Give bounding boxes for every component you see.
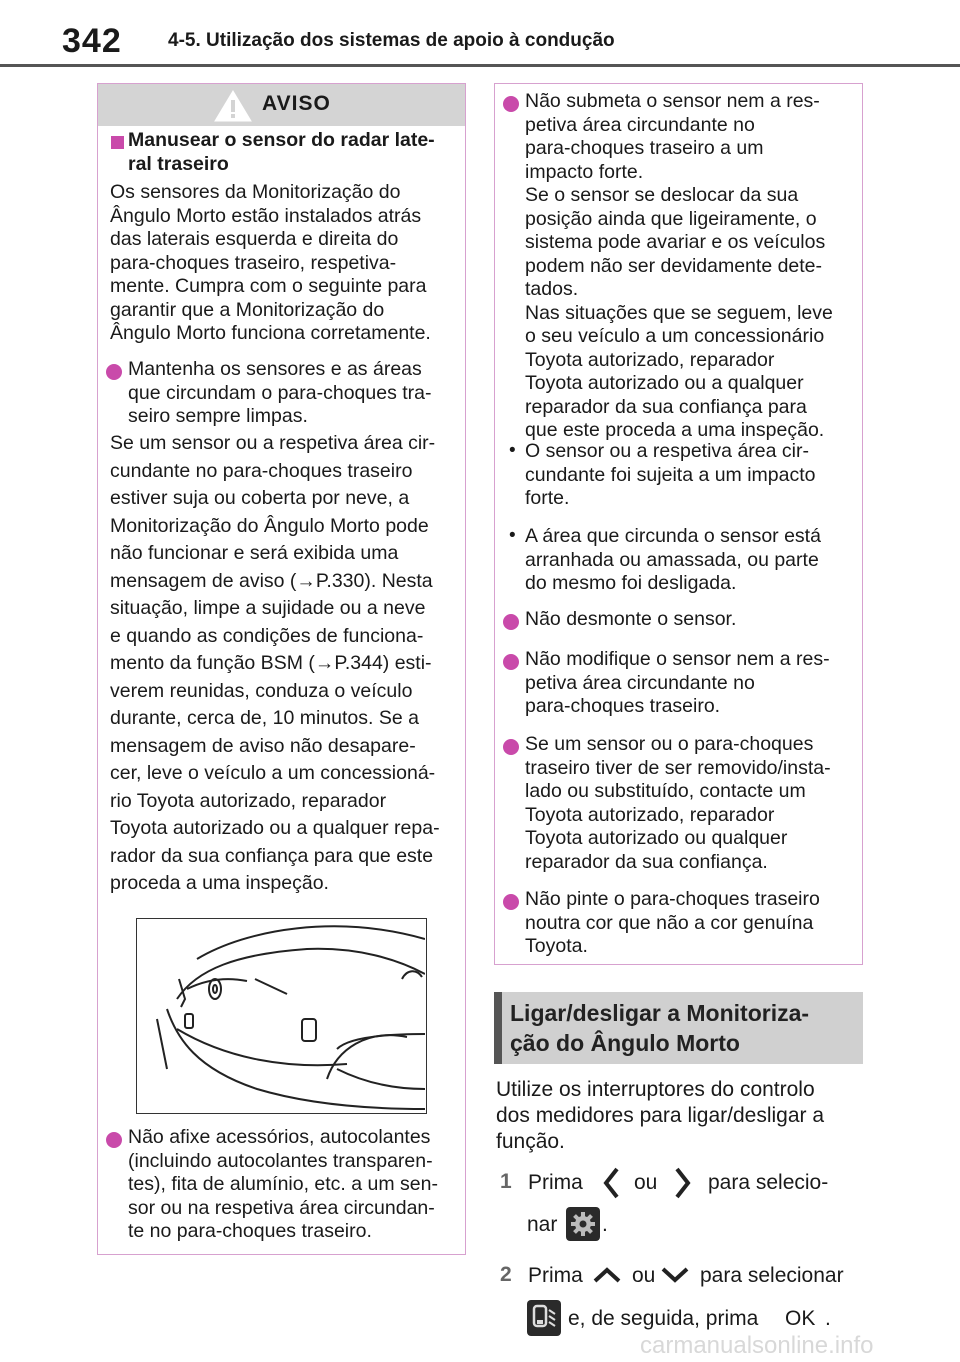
small-bullet-icon: • [509,525,516,546]
circle-bullet-icon [503,894,519,910]
circle-bullet-icon [503,739,519,755]
step-1-number: 1 [500,1170,512,1193]
step-2-text-mid: e, de seguida, prima [568,1307,759,1330]
step-2-number: 2 [500,1263,512,1286]
step-2-text: para selecionar [700,1264,844,1287]
bullet-no-disassemble: Não desmonte o sensor. [525,608,737,630]
bullet-no-accessories: Não afixe acessórios, autocolantes (incluindo autocolantes transparen- tes), fita de alumínio, etc. a um sen- sor ou na respetiva área circundan- te no para-choques traseiro. [128,1126,438,1242]
warning-subheading: Manusear o sensor do radar late- ral traseiro [128,129,435,175]
step-1-text: para selecio- [708,1171,829,1194]
sub-bullet-impact: O sensor ou a respetiva área cir- cundante foi sujeita a um impacto forte. [525,440,816,509]
warning-intro: Os sensores da Monitorização do Ângulo Morto estão instalados atrás das laterais esquerda e direita do para-choques traseiro, respetiva- mente. Cumpra com o seguinte para garantir que a Monitorização do Ângulo Morto funciona corretamente. [110,181,431,344]
settings-gear-icon [566,1207,600,1241]
circle-bullet-icon [503,96,519,112]
page-number: 342 [62,22,122,60]
sub-bullet-scratched: A área que circunda o sensor está arranhada ou amassada, ou parte do mesmo foi desligada. [525,525,821,594]
chevron-left-icon [602,1166,620,1200]
step-1-prima: Prima [528,1171,583,1194]
bullet-no-modify: Não modifique o sensor nem a res- petiva área circundante no para-choques traseiro. [525,648,830,717]
step-2-ou: ou [632,1264,656,1287]
step-1-nar: nar [527,1213,558,1236]
header-rule [0,64,960,67]
chevron-right-icon [674,1166,692,1200]
chevron-up-icon [592,1266,622,1284]
warning-header [98,84,465,126]
step-1-period: . [602,1213,608,1236]
small-bullet-icon: • [509,440,516,461]
circle-bullet-icon [503,654,519,670]
car-rear-drawing [137,919,425,1112]
section-heading-text: Ligar/desligar a Monitoriza- ção do Ângulo Morto [510,1000,810,1056]
step-2-prima: Prima [528,1264,583,1287]
warning-box-right [494,83,863,965]
dirty-sensor-paragraph: Se um sensor ou a respetiva área cir- cundante no para-choques traseiro estiver suja ou coberta por neve, a Monitorização do Ângulo Morto pode não funcionar e será exibida uma mensagem de aviso (→P.330). Nesta situação, limpe a sujidade ou a neve e quando as condições de funciona- mento da função BSM (→P.344) esti- verem reunidas, conduza o veículo durante, cerca de, 10 minutos. Se a mensagem de aviso não desapare- cer, leve o veículo a um concessioná- rio Toyota autorizado, reparador Toyota autorizado ou a qualquer repa- rador da sua confiança para que este proceda a uma inspeção. [110,432,440,894]
bullet-no-paint: Não pinte o para-choques traseiro noutra cor que não a cor genuína Toyota. [525,888,820,957]
bsm-indicator-icon [527,1300,561,1336]
circle-bullet-icon [106,1132,122,1148]
square-bullet-icon [111,136,124,149]
warning-triangle-icon [214,90,252,122]
circle-bullet-icon [503,614,519,630]
circle-bullet-icon [106,364,122,380]
watermark: carmanualsonline.info [640,1332,874,1359]
section-title: 4-5. Utilização dos sistemas de apoio à condução [168,30,615,51]
intro-paragraph: Utilize os interruptores do controlo dos medidores para ligar/desligar a função. [496,1078,825,1153]
chevron-down-icon [660,1266,690,1284]
step-1-ou: ou [634,1171,658,1194]
rear-bumper-illustration [136,918,427,1114]
section-heading [494,992,863,1064]
bullet-no-impact: Não submeta o sensor nem a res- petiva área circundante no para-choques traseiro a um impacto forte. Se o sensor se deslocar da sua posição ainda que ligeiramente, o sistema pode avariar e os veículos podem não ser devidamente dete- tados. Nas situações que se seguem, leve o seu veículo a um concessionário Toyota autorizado, reparador Toyota autorizado ou a qualquer reparador da sua confiança para que este proceda a uma inspeção. [525,90,833,441]
warning-label: AVISO [262,92,331,115]
heading-accent-bar [494,992,502,1064]
bullet-removal: Se um sensor ou o para-choques traseiro tiver de ser removido/insta- lado ou substituído, contacte um Toyota autorizado, reparador Toyota autorizado ou qualquer reparador da sua confiança. [525,733,831,873]
bullet-keep-clean: Mantenha os sensores e as áreas que circundam o para-choques tra- seiro sempre limpas. [128,358,432,427]
ok-label: OK [785,1307,816,1330]
step-2-period: . [825,1307,831,1330]
